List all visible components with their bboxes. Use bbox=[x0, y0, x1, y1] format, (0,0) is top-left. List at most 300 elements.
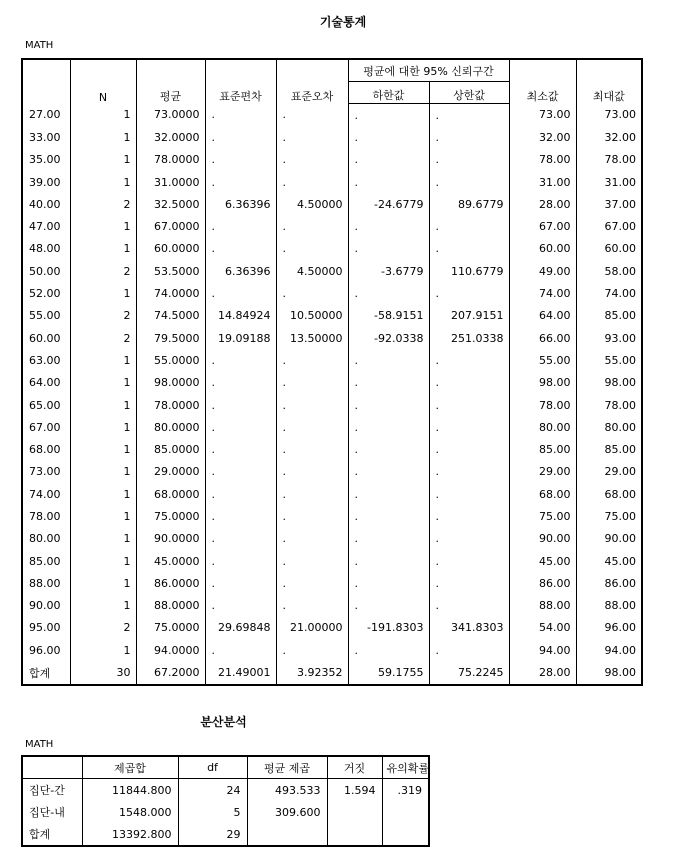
table-cell: . bbox=[429, 528, 509, 550]
table-row bbox=[22, 327, 642, 349]
table-cell: 21.00000 bbox=[276, 617, 348, 639]
table-cell: 80.00 bbox=[576, 416, 642, 438]
table-cell: 67.00 bbox=[509, 215, 576, 237]
table-cell: . bbox=[348, 416, 429, 438]
table-cell: 29.0000 bbox=[136, 461, 205, 483]
table-cell: . bbox=[348, 149, 429, 171]
table-cell: . bbox=[205, 126, 276, 148]
table-cell: . bbox=[205, 528, 276, 550]
table-cell: 88.00 bbox=[509, 595, 576, 617]
table-cell: 45.00 bbox=[576, 550, 642, 572]
table-cell: . bbox=[348, 550, 429, 572]
table-row bbox=[22, 438, 642, 460]
table-cell: 29 bbox=[178, 823, 247, 846]
table-cell: 1 bbox=[70, 372, 136, 394]
table-cell: 11844.800 bbox=[82, 779, 178, 802]
anova-corner-cell bbox=[22, 756, 82, 779]
table-cell: . bbox=[429, 438, 509, 460]
table-cell: . bbox=[205, 171, 276, 193]
row-label: 55.00 bbox=[29, 309, 61, 323]
table-cell: 55.00 bbox=[509, 349, 576, 371]
table-cell: . bbox=[348, 595, 429, 617]
table-cell: . bbox=[276, 349, 348, 371]
table-cell: 74.0000 bbox=[136, 282, 205, 304]
row-label: 합계 bbox=[29, 828, 51, 841]
table-cell: . bbox=[348, 282, 429, 304]
table-cell: . bbox=[429, 104, 509, 127]
table-cell: -24.6779 bbox=[348, 193, 429, 215]
table-cell: . bbox=[205, 149, 276, 171]
row-label: 68.00 bbox=[29, 443, 61, 457]
table-cell: . bbox=[348, 238, 429, 260]
table-cell: 98.0000 bbox=[136, 372, 205, 394]
table-cell: . bbox=[348, 483, 429, 505]
table-cell: 90.00 bbox=[576, 528, 642, 550]
table-cell: . bbox=[429, 595, 509, 617]
table-cell: 75.2245 bbox=[429, 661, 509, 684]
table-cell: -58.9151 bbox=[348, 305, 429, 327]
table-cell: 85.00 bbox=[509, 438, 576, 460]
table-row bbox=[22, 104, 642, 127]
table-cell: . bbox=[276, 394, 348, 416]
descriptives-variable-label: MATH bbox=[25, 40, 54, 51]
table-cell: 13.50000 bbox=[276, 327, 348, 349]
row-label: 33.00 bbox=[29, 130, 61, 144]
table-cell: . bbox=[205, 394, 276, 416]
table-cell: 80.00 bbox=[509, 416, 576, 438]
table-cell: . bbox=[205, 238, 276, 260]
table-cell: 2 bbox=[70, 617, 136, 639]
table-cell: 75.0000 bbox=[136, 505, 205, 527]
table-cell: 75.0000 bbox=[136, 617, 205, 639]
table-cell: . bbox=[205, 416, 276, 438]
table-cell: 493.533 bbox=[247, 779, 327, 802]
table-cell: . bbox=[348, 461, 429, 483]
table-cell: 3.92352 bbox=[276, 661, 348, 684]
table-cell: 31.0000 bbox=[136, 171, 205, 193]
table-row bbox=[22, 505, 642, 527]
table-cell: 74.00 bbox=[509, 282, 576, 304]
table-cell: . bbox=[429, 483, 509, 505]
table-cell: 90.0000 bbox=[136, 528, 205, 550]
table-cell: 74.00 bbox=[576, 282, 642, 304]
col-header-lower-bound: 하한값 bbox=[348, 82, 429, 104]
row-label: 52.00 bbox=[29, 287, 61, 301]
table-cell: 1 bbox=[70, 572, 136, 594]
table-cell: 73.0000 bbox=[136, 104, 205, 127]
table-row bbox=[22, 238, 642, 260]
row-label: 40.00 bbox=[29, 197, 61, 211]
row-label: 집단-간 bbox=[29, 784, 65, 797]
table-row bbox=[22, 801, 429, 823]
table-cell: 60.00 bbox=[509, 238, 576, 260]
table-cell: 98.00 bbox=[576, 661, 642, 684]
row-label: 67.00 bbox=[29, 420, 61, 434]
table-cell: 29.00 bbox=[509, 461, 576, 483]
table-cell: . bbox=[348, 171, 429, 193]
table-row bbox=[22, 550, 642, 572]
table-cell: 58.00 bbox=[576, 260, 642, 282]
table-cell: 4.50000 bbox=[276, 260, 348, 282]
table-row bbox=[22, 661, 642, 684]
table-cell: 96.00 bbox=[576, 617, 642, 639]
table-cell: 251.0338 bbox=[429, 327, 509, 349]
row-label: 63.00 bbox=[29, 353, 61, 367]
row-label: 74.00 bbox=[29, 487, 61, 501]
table-cell: 54.00 bbox=[509, 617, 576, 639]
table-cell: 1 bbox=[70, 126, 136, 148]
table-cell: . bbox=[429, 394, 509, 416]
table-cell: 2 bbox=[70, 260, 136, 282]
anova-table bbox=[21, 755, 430, 847]
table-row bbox=[22, 126, 642, 148]
table-cell: 1548.000 bbox=[82, 801, 178, 823]
table-cell: 49.00 bbox=[509, 260, 576, 282]
row-label: 집단-내 bbox=[29, 806, 65, 819]
table-cell: 66.00 bbox=[509, 327, 576, 349]
table-row bbox=[22, 416, 642, 438]
table-cell: . bbox=[205, 438, 276, 460]
table-cell: . bbox=[348, 126, 429, 148]
table-row bbox=[22, 483, 642, 505]
table-cell: 1 bbox=[70, 349, 136, 371]
table-cell: 32.5000 bbox=[136, 193, 205, 215]
table-cell: 98.00 bbox=[509, 372, 576, 394]
table-cell: . bbox=[276, 505, 348, 527]
table-row bbox=[22, 461, 642, 483]
anova-col-mean-square: 평균 제곱 bbox=[247, 756, 327, 779]
table-cell: 59.1755 bbox=[348, 661, 429, 684]
table-row bbox=[22, 349, 642, 371]
row-label: 27.00 bbox=[29, 108, 61, 122]
table-cell: 68.00 bbox=[576, 483, 642, 505]
table-cell: 1 bbox=[70, 528, 136, 550]
row-label: 95.00 bbox=[29, 621, 61, 635]
table-row bbox=[22, 779, 429, 802]
table-cell: 55.00 bbox=[576, 349, 642, 371]
table-cell: 309.600 bbox=[247, 801, 327, 823]
table-cell: . bbox=[276, 461, 348, 483]
table-cell: 75.00 bbox=[509, 505, 576, 527]
table-cell: . bbox=[276, 483, 348, 505]
row-label: 78.00 bbox=[29, 509, 61, 523]
col-header-std-dev: 표준편차 bbox=[205, 59, 276, 104]
table-cell: 94.00 bbox=[576, 639, 642, 661]
table-cell: . bbox=[429, 215, 509, 237]
table-cell: -191.8303 bbox=[348, 617, 429, 639]
table-cell: . bbox=[348, 505, 429, 527]
row-label: 48.00 bbox=[29, 242, 61, 256]
table-cell: 79.5000 bbox=[136, 327, 205, 349]
row-label: 96.00 bbox=[29, 643, 61, 657]
anova-col-sig: 유의확률 bbox=[382, 756, 429, 779]
table-cell: 341.8303 bbox=[429, 617, 509, 639]
table-row bbox=[22, 215, 642, 237]
row-label: 합계 bbox=[29, 666, 51, 680]
table-row bbox=[22, 528, 642, 550]
table-cell: 1.594 bbox=[327, 779, 382, 802]
table-row bbox=[22, 149, 642, 171]
table-cell: 1 bbox=[70, 461, 136, 483]
table-cell: 1 bbox=[70, 282, 136, 304]
row-label: 64.00 bbox=[29, 376, 61, 390]
table-cell: 73.00 bbox=[576, 104, 642, 127]
table-cell: . bbox=[205, 572, 276, 594]
table-cell: 28.00 bbox=[509, 661, 576, 684]
table-cell: 78.0000 bbox=[136, 394, 205, 416]
table-cell: . bbox=[429, 572, 509, 594]
table-cell: 207.9151 bbox=[429, 305, 509, 327]
table-cell: 86.0000 bbox=[136, 572, 205, 594]
table-cell: 85.0000 bbox=[136, 438, 205, 460]
table-cell: 29.69848 bbox=[205, 617, 276, 639]
table-cell: . bbox=[348, 215, 429, 237]
table-cell: . bbox=[276, 171, 348, 193]
table-cell: . bbox=[348, 528, 429, 550]
row-label: 88.00 bbox=[29, 576, 61, 590]
table-row bbox=[22, 639, 642, 661]
table-cell: 75.00 bbox=[576, 505, 642, 527]
table-cell: . bbox=[205, 639, 276, 661]
row-label: 35.00 bbox=[29, 153, 61, 167]
table-cell: 1 bbox=[70, 171, 136, 193]
table-cell: 1 bbox=[70, 595, 136, 617]
table-cell: 68.00 bbox=[509, 483, 576, 505]
table-cell bbox=[382, 801, 429, 823]
table-row bbox=[22, 572, 642, 594]
col-header-n: N bbox=[70, 59, 136, 104]
row-label: 47.00 bbox=[29, 220, 61, 234]
table-row bbox=[22, 260, 642, 282]
table-cell: . bbox=[429, 171, 509, 193]
table-cell: 1 bbox=[70, 416, 136, 438]
descriptives-title: 기술통계 bbox=[319, 15, 367, 29]
table-cell: 88.00 bbox=[576, 595, 642, 617]
table-cell bbox=[327, 823, 382, 846]
table-cell: 94.00 bbox=[509, 639, 576, 661]
table-cell: 10.50000 bbox=[276, 305, 348, 327]
table-cell: . bbox=[429, 461, 509, 483]
table-cell: 93.00 bbox=[576, 327, 642, 349]
table-cell: 78.00 bbox=[576, 394, 642, 416]
anova-col-f: 거짓 bbox=[327, 756, 382, 779]
table-cell: . bbox=[205, 505, 276, 527]
table-cell: . bbox=[205, 282, 276, 304]
table-cell: .319 bbox=[382, 779, 429, 802]
table-cell: . bbox=[348, 639, 429, 661]
table-cell: . bbox=[429, 639, 509, 661]
row-label: 73.00 bbox=[29, 465, 61, 479]
table-cell: 74.5000 bbox=[136, 305, 205, 327]
table-cell bbox=[327, 801, 382, 823]
table-cell: 67.2000 bbox=[136, 661, 205, 684]
table-cell: . bbox=[429, 238, 509, 260]
table-cell: . bbox=[348, 104, 429, 127]
table-cell: 24 bbox=[178, 779, 247, 802]
anova-variable-label: MATH bbox=[25, 739, 54, 750]
descriptives-table bbox=[21, 58, 643, 686]
table-cell: 86.00 bbox=[509, 572, 576, 594]
col-header-upper-bound: 상한값 bbox=[429, 82, 509, 104]
table-row bbox=[22, 193, 642, 215]
table-cell: . bbox=[429, 416, 509, 438]
table-cell bbox=[247, 823, 327, 846]
table-cell: . bbox=[348, 394, 429, 416]
table-row bbox=[22, 823, 429, 846]
table-cell: 55.0000 bbox=[136, 349, 205, 371]
table-cell: 1 bbox=[70, 483, 136, 505]
table-cell: 60.0000 bbox=[136, 238, 205, 260]
table-cell: 32.00 bbox=[576, 126, 642, 148]
table-cell: 21.49001 bbox=[205, 661, 276, 684]
row-label: 50.00 bbox=[29, 264, 61, 278]
row-label: 39.00 bbox=[29, 175, 61, 189]
table-cell: . bbox=[276, 595, 348, 617]
table-cell: . bbox=[276, 126, 348, 148]
table-row bbox=[22, 617, 642, 639]
table-cell: . bbox=[205, 595, 276, 617]
table-cell: 6.36396 bbox=[205, 260, 276, 282]
table-cell: 29.00 bbox=[576, 461, 642, 483]
anova-col-sum-of-squares: 제곱합 bbox=[82, 756, 178, 779]
table-cell: 28.00 bbox=[509, 193, 576, 215]
table-cell: 78.0000 bbox=[136, 149, 205, 171]
row-label: 90.00 bbox=[29, 599, 61, 613]
table-cell: . bbox=[276, 238, 348, 260]
table-cell: 32.00 bbox=[509, 126, 576, 148]
table-cell: 1 bbox=[70, 238, 136, 260]
ci-group-header: 평균에 대한 95% 신뢰구간 bbox=[348, 59, 509, 82]
table-cell: 1 bbox=[70, 104, 136, 127]
table-cell: 110.6779 bbox=[429, 260, 509, 282]
row-label: 80.00 bbox=[29, 532, 61, 546]
table-cell: . bbox=[276, 215, 348, 237]
table-cell: 14.84924 bbox=[205, 305, 276, 327]
table-cell: . bbox=[276, 639, 348, 661]
table-cell: 19.09188 bbox=[205, 327, 276, 349]
table-cell: 2 bbox=[70, 193, 136, 215]
table-cell: . bbox=[348, 572, 429, 594]
col-header-std-err: 표준오차 bbox=[276, 59, 348, 104]
table-cell: 64.00 bbox=[509, 305, 576, 327]
table-cell: 60.00 bbox=[576, 238, 642, 260]
table-cell bbox=[382, 823, 429, 846]
table-cell: . bbox=[276, 438, 348, 460]
table-cell: 1 bbox=[70, 505, 136, 527]
table-cell: 78.00 bbox=[576, 149, 642, 171]
table-cell: 85.00 bbox=[576, 305, 642, 327]
corner-cell bbox=[22, 59, 70, 104]
table-cell: 85.00 bbox=[576, 438, 642, 460]
table-cell: 1 bbox=[70, 215, 136, 237]
table-cell: 67.00 bbox=[576, 215, 642, 237]
table-cell: 45.00 bbox=[509, 550, 576, 572]
col-header-max: 최대값 bbox=[576, 59, 642, 104]
table-cell: 53.5000 bbox=[136, 260, 205, 282]
table-cell: 37.00 bbox=[576, 193, 642, 215]
table-cell: 30 bbox=[70, 661, 136, 684]
table-row bbox=[22, 305, 642, 327]
table-row bbox=[22, 282, 642, 304]
table-cell: . bbox=[429, 126, 509, 148]
table-cell: 45.0000 bbox=[136, 550, 205, 572]
table-cell: 80.0000 bbox=[136, 416, 205, 438]
table-cell: . bbox=[276, 572, 348, 594]
table-cell: 32.0000 bbox=[136, 126, 205, 148]
table-cell: 2 bbox=[70, 327, 136, 349]
table-row bbox=[22, 372, 642, 394]
table-cell: 88.0000 bbox=[136, 595, 205, 617]
table-cell: 1 bbox=[70, 438, 136, 460]
table-cell: 2 bbox=[70, 305, 136, 327]
table-cell: . bbox=[205, 483, 276, 505]
table-cell: . bbox=[205, 461, 276, 483]
table-row bbox=[22, 171, 642, 193]
table-cell: 1 bbox=[70, 550, 136, 572]
table-cell: 1 bbox=[70, 639, 136, 661]
table-cell: . bbox=[429, 149, 509, 171]
table-cell: -92.0338 bbox=[348, 327, 429, 349]
table-cell: . bbox=[276, 550, 348, 572]
table-cell: . bbox=[205, 349, 276, 371]
table-cell: 73.00 bbox=[509, 104, 576, 127]
table-cell: 1 bbox=[70, 149, 136, 171]
table-cell: . bbox=[276, 104, 348, 127]
table-cell: . bbox=[276, 372, 348, 394]
table-cell: . bbox=[205, 372, 276, 394]
table-cell: 4.50000 bbox=[276, 193, 348, 215]
table-cell: 94.0000 bbox=[136, 639, 205, 661]
row-label: 60.00 bbox=[29, 331, 61, 345]
table-cell: 86.00 bbox=[576, 572, 642, 594]
table-cell: . bbox=[205, 550, 276, 572]
table-cell: . bbox=[205, 104, 276, 127]
row-label: 85.00 bbox=[29, 554, 61, 568]
table-cell: . bbox=[429, 282, 509, 304]
table-cell: -3.6779 bbox=[348, 260, 429, 282]
table-cell: . bbox=[276, 282, 348, 304]
table-cell: . bbox=[348, 349, 429, 371]
table-cell: 6.36396 bbox=[205, 193, 276, 215]
table-row bbox=[22, 595, 642, 617]
table-cell: 31.00 bbox=[509, 171, 576, 193]
table-cell: . bbox=[348, 372, 429, 394]
table-cell: 68.0000 bbox=[136, 483, 205, 505]
table-cell: . bbox=[429, 349, 509, 371]
table-cell: 78.00 bbox=[509, 149, 576, 171]
table-cell: . bbox=[205, 215, 276, 237]
table-cell: 67.0000 bbox=[136, 215, 205, 237]
table-cell: . bbox=[276, 416, 348, 438]
row-label: 65.00 bbox=[29, 398, 61, 412]
table-cell: 89.6779 bbox=[429, 193, 509, 215]
anova-col-df: df bbox=[178, 756, 247, 779]
col-header-min: 최소값 bbox=[509, 59, 576, 104]
table-cell: 90.00 bbox=[509, 528, 576, 550]
table-cell: . bbox=[348, 438, 429, 460]
table-cell: 5 bbox=[178, 801, 247, 823]
table-cell: 78.00 bbox=[509, 394, 576, 416]
table-cell: 31.00 bbox=[576, 171, 642, 193]
table-cell: . bbox=[429, 372, 509, 394]
anova-title: 분산분석 bbox=[200, 715, 247, 729]
table-cell: 13392.800 bbox=[82, 823, 178, 846]
table-cell: . bbox=[429, 505, 509, 527]
table-cell: . bbox=[276, 149, 348, 171]
col-header-mean: 평균 bbox=[136, 59, 205, 104]
table-cell: . bbox=[276, 528, 348, 550]
table-cell: 98.00 bbox=[576, 372, 642, 394]
